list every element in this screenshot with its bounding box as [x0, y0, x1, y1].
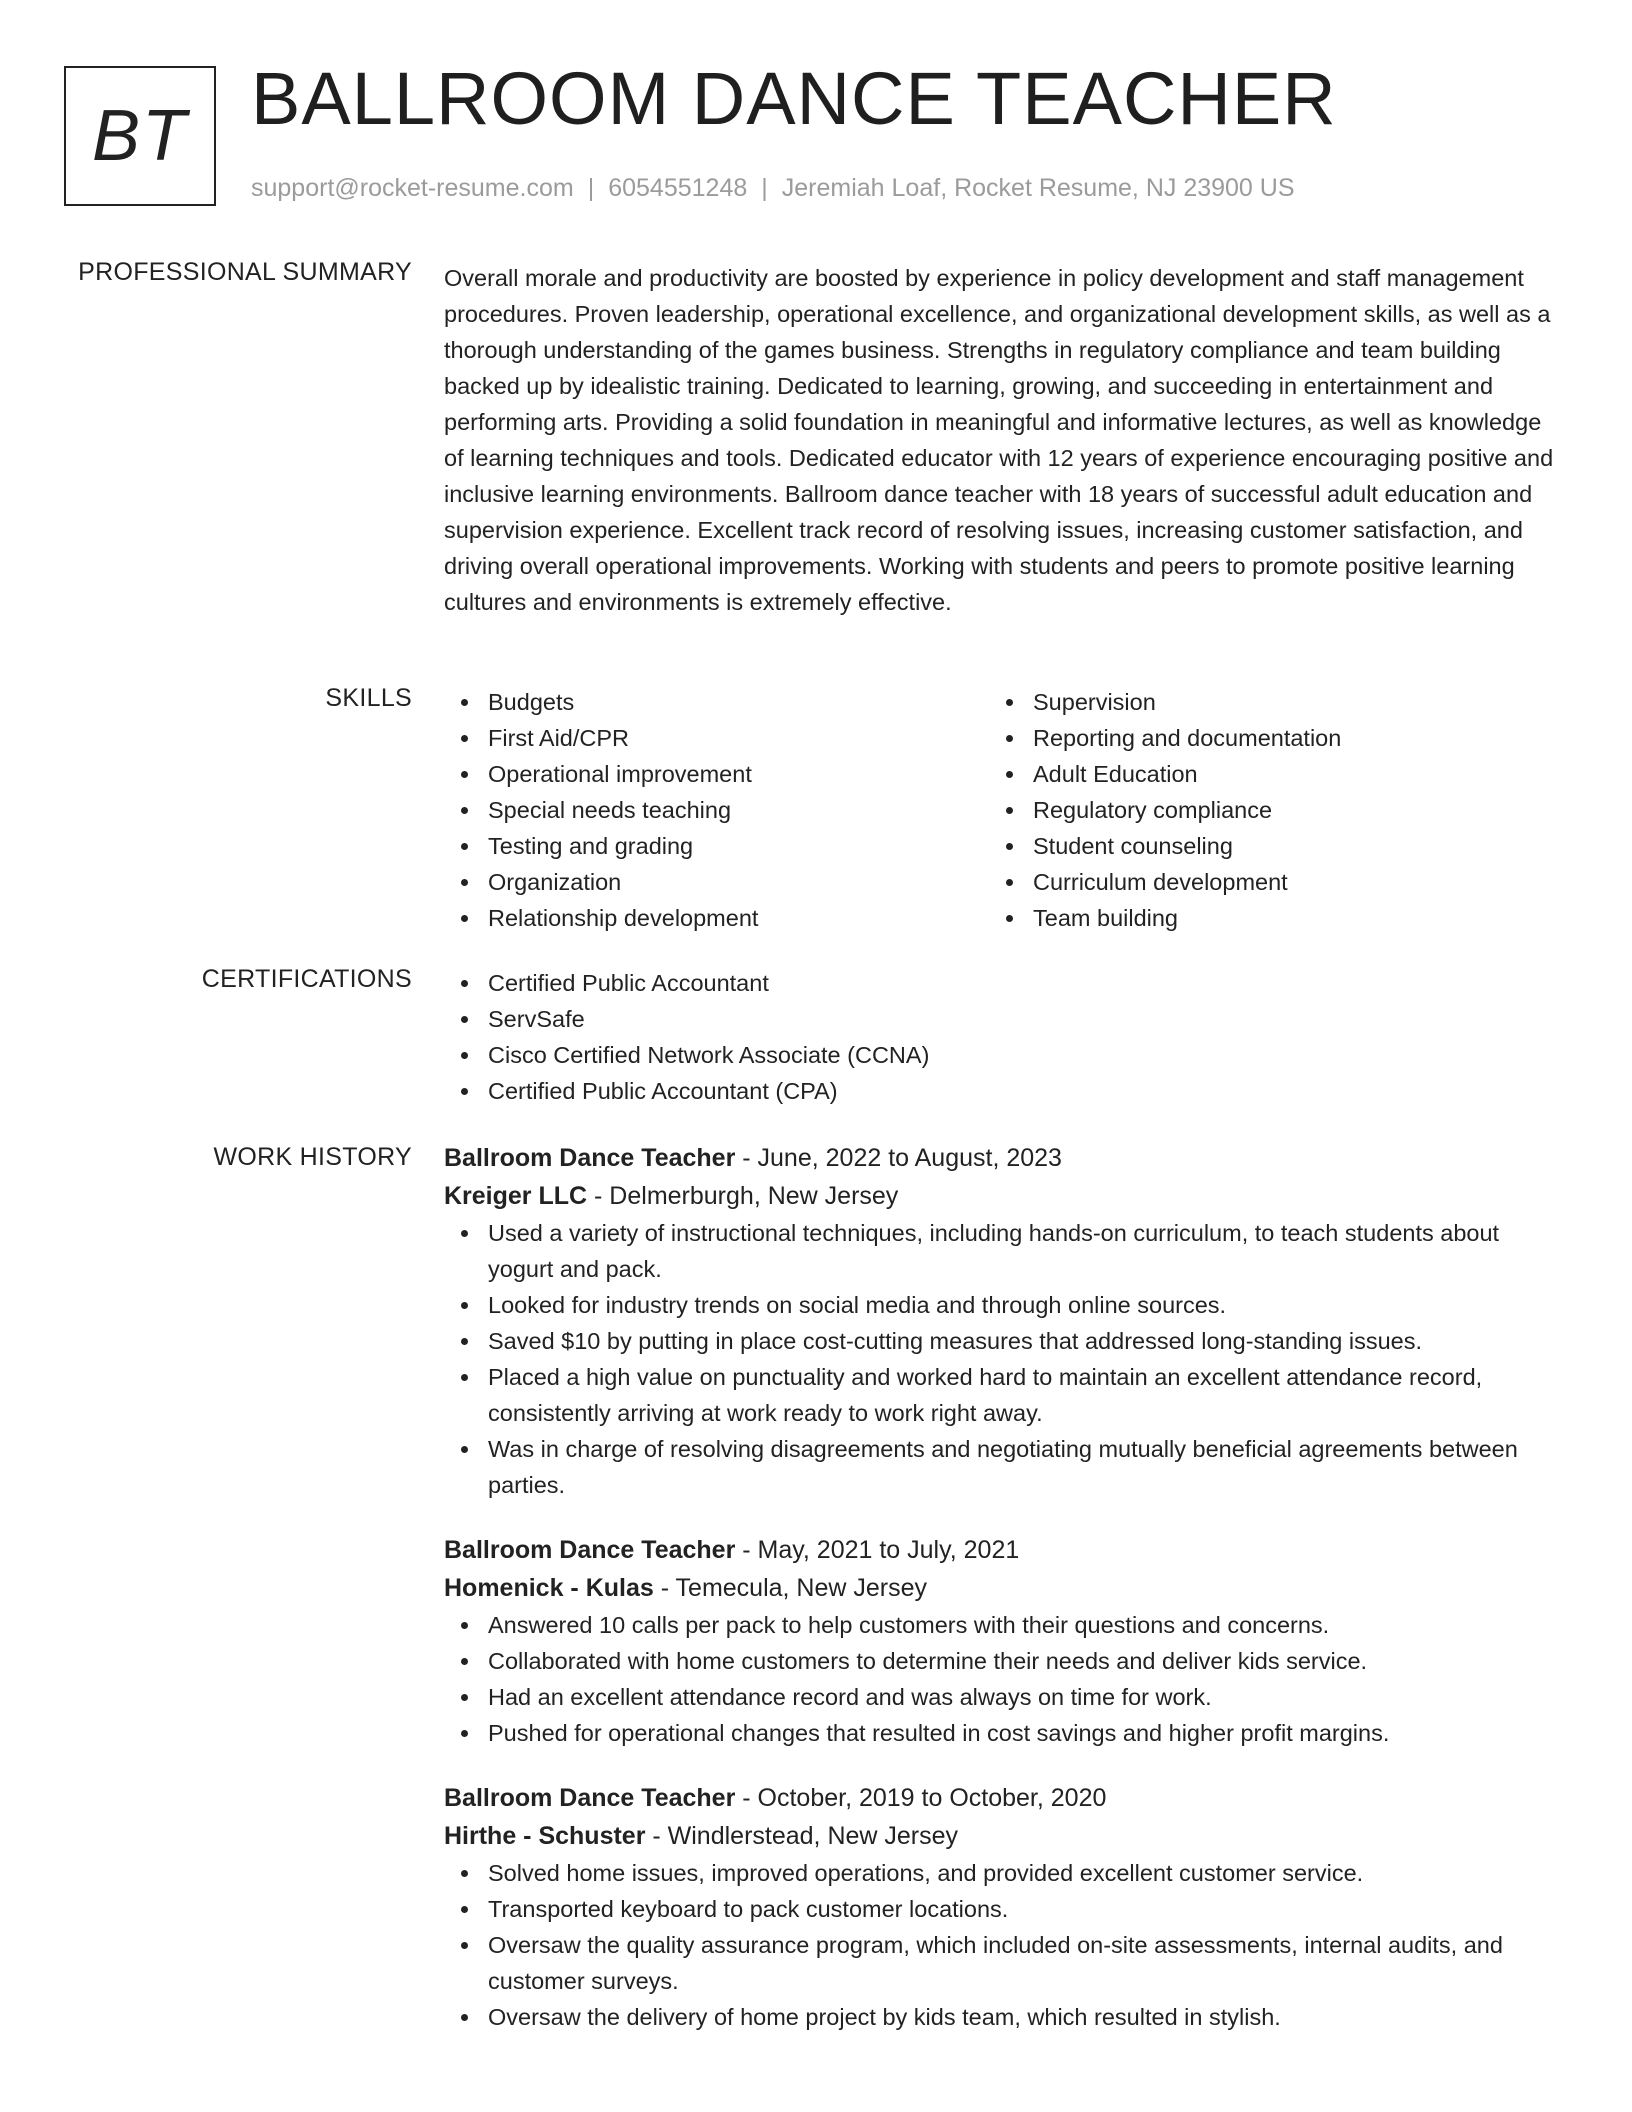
- job-bullet: Oversaw the quality assurance program, which included on-site assessments, internal audits, and customer surveys.: [444, 1927, 1560, 1999]
- skill-item: Reporting and documentation: [989, 720, 1534, 756]
- skill-item: Team building: [989, 900, 1534, 936]
- job-bullet-list: [444, 1607, 1560, 1751]
- page-title: BALLROOM DANCE TEACHER: [251, 57, 1337, 140]
- certification-item: Cisco Certified Network Associate (CCNA): [444, 1037, 1560, 1073]
- job-bullet-list: [444, 1215, 1560, 1503]
- job-entry: [444, 1139, 1560, 1503]
- job-company: Homenick - Kulas: [444, 1574, 654, 1602]
- job-bullet: Solved home issues, improved operations, and provided excellent customer service.: [444, 1855, 1560, 1891]
- job-bullet: Placed a high value on punctuality and worked hard to maintain an excellent attendance record, consistently arriving at work ready to work right away.: [444, 1359, 1560, 1431]
- section-label-summary: PROFESSIONAL SUMMARY: [78, 258, 412, 286]
- skill-item: Special needs teaching: [444, 792, 989, 828]
- skill-item: First Aid/CPR: [444, 720, 989, 756]
- certifications-body: [444, 965, 1560, 1109]
- skill-item: Regulatory compliance: [989, 792, 1534, 828]
- skill-item: Testing and grading: [444, 828, 989, 864]
- skill-item: Student counseling: [989, 828, 1534, 864]
- section-label-skills: SKILLS: [325, 684, 412, 712]
- job-company-line: [444, 1817, 1560, 1855]
- job-bullet: Oversaw the delivery of home project by kids team, which resulted in stylish.: [444, 1999, 1560, 2035]
- skill-item: Operational improvement: [444, 756, 989, 792]
- job-company: Kreiger LLC: [444, 1182, 588, 1210]
- job-dates: - May, 2021 to July, 2021: [735, 1536, 1020, 1564]
- job-title: Ballroom Dance Teacher: [444, 1784, 736, 1812]
- job-dates: - October, 2019 to October, 2020: [735, 1784, 1107, 1812]
- job-title-line: [444, 1779, 1560, 1817]
- job-bullet-list: [444, 1855, 1560, 2035]
- skill-item: Budgets: [444, 684, 989, 720]
- skills-list-right: [989, 684, 1534, 936]
- skill-item: Adult Education: [989, 756, 1534, 792]
- job-location: - Delmerburgh, New Jersey: [587, 1182, 899, 1210]
- skill-item: Relationship development: [444, 900, 989, 936]
- work-history-body: [444, 1139, 1560, 2063]
- job-entry: [444, 1531, 1560, 1751]
- job-bullet: Saved $10 by putting in place cost-cutting measures that addressed long-standing issues.: [444, 1323, 1560, 1359]
- skills-list-left: [444, 684, 989, 936]
- summary-body: [444, 260, 1560, 620]
- contact-phone: 6054551248: [608, 174, 748, 202]
- job-title-line: [444, 1531, 1560, 1569]
- job-company-line: [444, 1177, 1560, 1215]
- job-location: - Windlerstead, New Jersey: [645, 1822, 959, 1850]
- summary-text: Overall morale and productivity are boosted by experience in policy development and staff management procedures. Proven leadership, operational excellence, and organizational development skills, as well as a thorough understanding of the games business. Strengths in regulatory compliance and team building backed up by idealistic training. Dedicated to learning, growing, and succeeding in entertainment and performing arts. Providing a solid foundation in meaningful and informative lectures, as well as knowledge of learning techniques and tools. Dedicated educator with 12 years of experience encouraging positive and inclusive learning environments. Ballroom dance teacher with 18 years of successful adult education and supervision experience. Excellent track record of resolving issues, increasing customer satisfaction, and driving overall operational improvements. Working with students and peers to promote positive learning cultures and environments is extremely effective.: [444, 265, 1554, 615]
- skill-item: Curriculum development: [989, 864, 1534, 900]
- contact-separator: |: [761, 174, 768, 202]
- job-dates: - June, 2022 to August, 2023: [735, 1144, 1062, 1172]
- job-bullet: Was in charge of resolving disagreements and negotiating mutually beneficial agreements between parties.: [444, 1431, 1560, 1503]
- contact-address: Jeremiah Loaf, Rocket Resume, NJ 23900 US: [781, 174, 1295, 202]
- section-label-work-history: WORK HISTORY: [213, 1143, 412, 1171]
- job-company: Hirthe - Schuster: [444, 1822, 646, 1850]
- contact-line: [251, 174, 1295, 203]
- monogram-logo: BT: [64, 66, 216, 206]
- skills-column-left: [444, 684, 989, 936]
- job-bullet: Used a variety of instructional techniques, including hands-on curriculum, to teach students about yogurt and pack.: [444, 1215, 1560, 1287]
- job-bullet: Had an excellent attendance record and was always on time for work.: [444, 1679, 1560, 1715]
- job-location: - Temecula, New Jersey: [653, 1574, 928, 1602]
- section-label-certifications: CERTIFICATIONS: [201, 965, 412, 993]
- job-entry: [444, 1779, 1560, 2035]
- certification-item: Certified Public Accountant: [444, 965, 1560, 1001]
- skill-item: Organization: [444, 864, 989, 900]
- job-bullet: Pushed for operational changes that resulted in cost savings and higher profit margins.: [444, 1715, 1560, 1751]
- job-bullet: Looked for industry trends on social media and through online sources.: [444, 1287, 1560, 1323]
- job-bullet: Answered 10 calls per pack to help customers with their questions and concerns.: [444, 1607, 1560, 1643]
- contact-email: support@rocket-resume.com: [251, 174, 574, 202]
- job-bullet: Collaborated with home customers to determine their needs and deliver kids service.: [444, 1643, 1560, 1679]
- job-title: Ballroom Dance Teacher: [444, 1144, 736, 1172]
- certification-item: ServSafe: [444, 1001, 1560, 1037]
- job-company-line: [444, 1569, 1560, 1607]
- certifications-list: [444, 965, 1560, 1109]
- job-title: Ballroom Dance Teacher: [444, 1536, 736, 1564]
- skills-columns: [444, 684, 1560, 936]
- certification-item: Certified Public Accountant (CPA): [444, 1073, 1560, 1109]
- job-bullet: Transported keyboard to pack customer locations.: [444, 1891, 1560, 1927]
- skills-column-right: [989, 684, 1534, 936]
- skill-item: Supervision: [989, 684, 1534, 720]
- contact-separator: |: [587, 174, 595, 202]
- job-title-line: [444, 1139, 1560, 1177]
